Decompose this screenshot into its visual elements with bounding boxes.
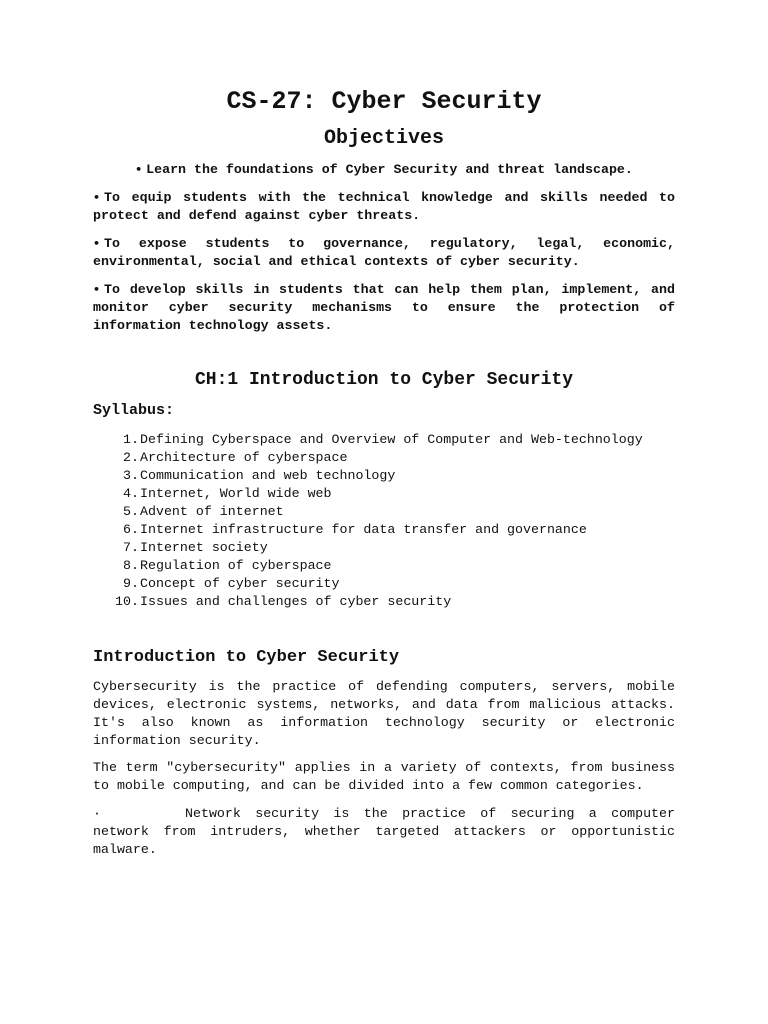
- syllabus-label: Syllabus:: [93, 402, 175, 419]
- item-text: Issues and challenges of cyber security: [140, 594, 452, 609]
- objectives-heading: Objectives: [323, 127, 445, 150]
- syllabus-item: [93, 431, 675, 449]
- item-number: 5.: [123, 504, 139, 519]
- item-number: 4.: [123, 486, 139, 501]
- item-text: Architecture of cyberspace: [140, 450, 348, 465]
- item-number: 8.: [123, 558, 139, 573]
- dot-bullet-icon: ·: [93, 806, 101, 821]
- bullet-icon: •: [93, 283, 101, 296]
- syllabus-item: [93, 575, 675, 593]
- objective-item: • To equip students with the technical knowledge and skills needed to protect and defend against cyber threats.: [93, 190, 675, 223]
- bullet-paragraph: [93, 805, 675, 859]
- item-number: 10.: [115, 594, 139, 609]
- syllabus-item: [93, 449, 675, 467]
- item-text: Regulation of cyberspace: [140, 558, 332, 573]
- item-number: 3.: [123, 468, 139, 483]
- item-text: Internet, World wide web: [140, 486, 332, 501]
- item-number: 1.: [123, 432, 139, 447]
- item-text: Communication and web technology: [140, 468, 396, 483]
- objective-item: • Learn the foundations of Cyber Security and threat landscape.: [135, 162, 633, 177]
- paragraph: The term "cybersecurity" applies in a variety of contexts, from business to mobile computing, and can be divided into a few common categories.: [93, 760, 675, 793]
- item-number: 6.: [123, 522, 139, 537]
- bullet-icon: •: [93, 237, 101, 250]
- item-text: Defining Cyberspace and Overview of Computer and Web-technology: [140, 432, 643, 447]
- item-text: Advent of internet: [140, 504, 284, 519]
- bullet-icon: •: [135, 163, 143, 176]
- section-title: Introduction to Cyber Security: [93, 648, 400, 667]
- item-number: 9.: [123, 576, 139, 591]
- bullet-paragraph-text: Network security is the practice of securing a computer network from intruders, whether targeted attackers or opportunistic malware.: [93, 806, 675, 857]
- item-number: 2.: [123, 450, 139, 465]
- item-text: Internet society: [140, 540, 268, 555]
- objective-item: • To develop skills in students that can help them plan, implement, and monitor cyber security mechanisms to ensure the protection of information technology assets.: [93, 282, 675, 333]
- item-text: Internet infrastructure for data transfer and governance: [140, 522, 587, 537]
- objectives-list: [93, 161, 675, 335]
- syllabus-item: [93, 557, 675, 575]
- bullet-icon: •: [93, 191, 101, 204]
- item-number: 7.: [123, 540, 139, 555]
- syllabus-item: [93, 593, 675, 611]
- syllabus-item: [93, 539, 675, 557]
- paragraph: Cybersecurity is the practice of defending computers, servers, mobile devices, electronic systems, networks, and data from malicious attacks. It's also known as information technology security or electronic information security.: [93, 679, 675, 748]
- syllabus-item: [93, 503, 675, 521]
- document-title: CS-27: Cyber Security: [226, 87, 542, 116]
- item-text: Concept of cyber security: [140, 576, 340, 591]
- syllabus-item: [93, 467, 675, 485]
- syllabus-item: [93, 485, 675, 503]
- syllabus-list: [93, 431, 675, 611]
- chapter-title: CH:1 Introduction to Cyber Security: [194, 370, 574, 390]
- objective-item: • To expose students to governance, regulatory, legal, economic, environmental, social and ethical contexts of cyber security.: [93, 236, 675, 269]
- syllabus-item: [93, 521, 675, 539]
